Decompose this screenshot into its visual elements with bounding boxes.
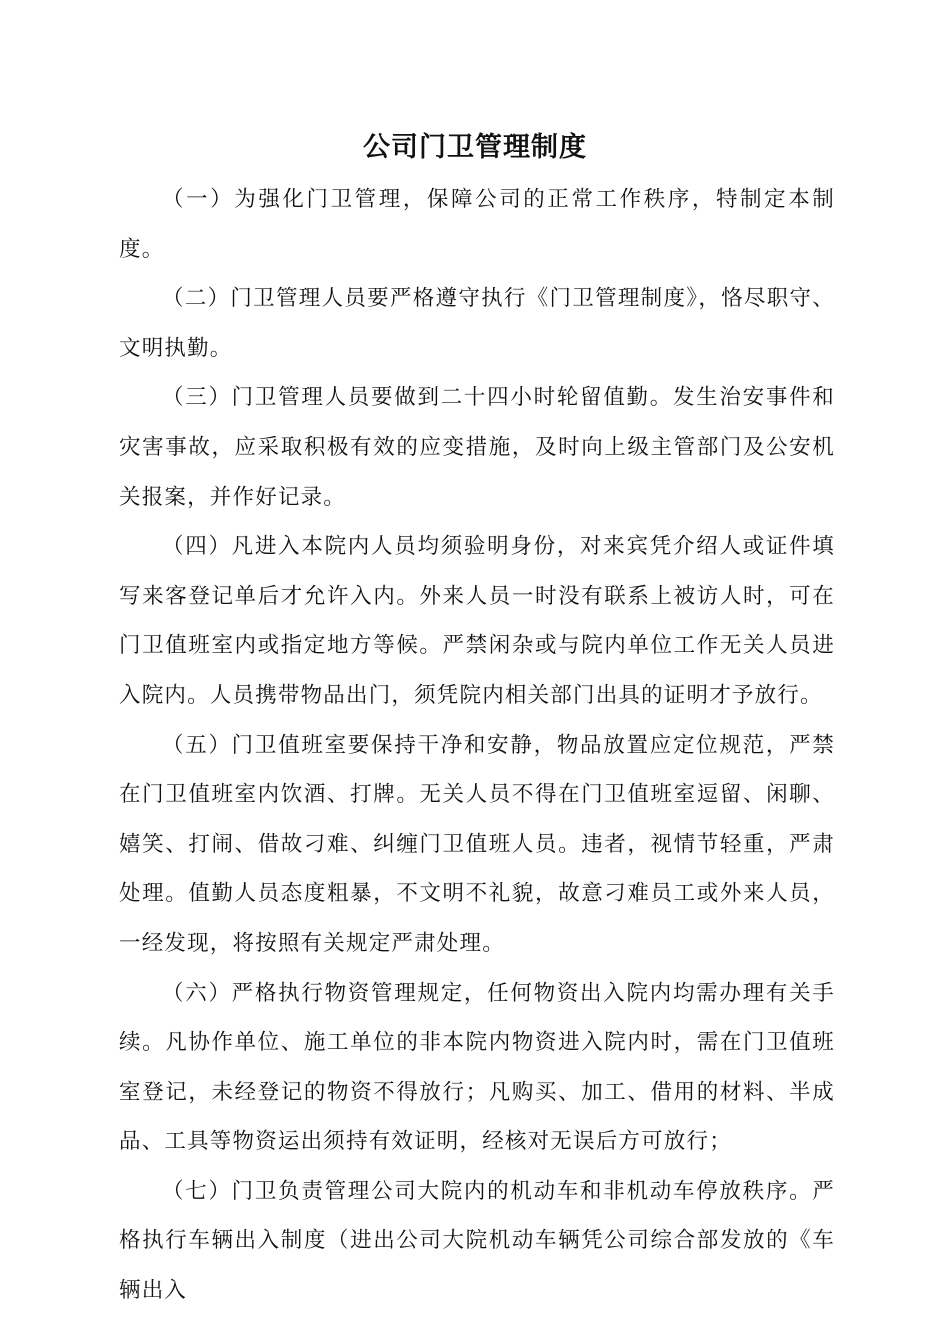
document-title: 公司门卫管理制度 xyxy=(363,132,587,163)
document-body xyxy=(119,175,835,1316)
paragraph-3: （三）门卫管理人员要做到二十四小时轮留值勤。发生治安事件和灾害事故，应采取积极有效的应变措施，及时向上级主管部门及公安机关报案，并作好记录。 xyxy=(119,385,835,510)
paragraph-7: （七）门卫负责管理公司大院内的机动车和非机动车停放秩序。严格执行车辆出入制度（进出公司大院机动车辆凭公司综合部发放的《车辆出入 xyxy=(119,1178,835,1304)
paragraph-1: （一）为强化门卫管理，保障公司的正常工作秩序，特制定本制度。 xyxy=(119,187,835,262)
paragraph-6: （六）严格执行物资管理规定，任何物资出入院内均需办理有关手续。凡协作单位、施工单位的非本院内物资进入院内时，需在门卫值班室登记，未经登记的物资不得放行；凡购买、加工、借用的材料、半成品、工具等物资运出须持有效证明，经核对无误后方可放行； xyxy=(119,980,835,1155)
paragraph-5: （五）门卫值班室要保持干净和安静，物品放置应定位规范，严禁在门卫值班室内饮酒、打牌。无关人员不得在门卫值班室逗留、闲聊、嬉笑、打闹、借故刁难、纠缠门卫值班人员。违者，视情节轻重，严肃处理。值勤人员态度粗暴，不文明不礼貌，故意刁难员工或外来人员，一经发现，将按照有关规定严肃处理。 xyxy=(119,732,835,956)
paragraph-2: （二）门卫管理人员要严格遵守执行《门卫管理制度》，恪尽职守、文明执勤。 xyxy=(119,286,835,361)
paragraph-4: （四）凡进入本院内人员均须验明身份，对来宾凭介绍人或证件填写来客登记单后才允许入内。外来人员一时没有联系上被访人时，可在门卫值班室内或指定地方等候。严禁闲杂或与院内单位工作无关人员进入院内。人员携带物品出门，须凭院内相关部门出具的证明才予放行。 xyxy=(119,534,835,708)
